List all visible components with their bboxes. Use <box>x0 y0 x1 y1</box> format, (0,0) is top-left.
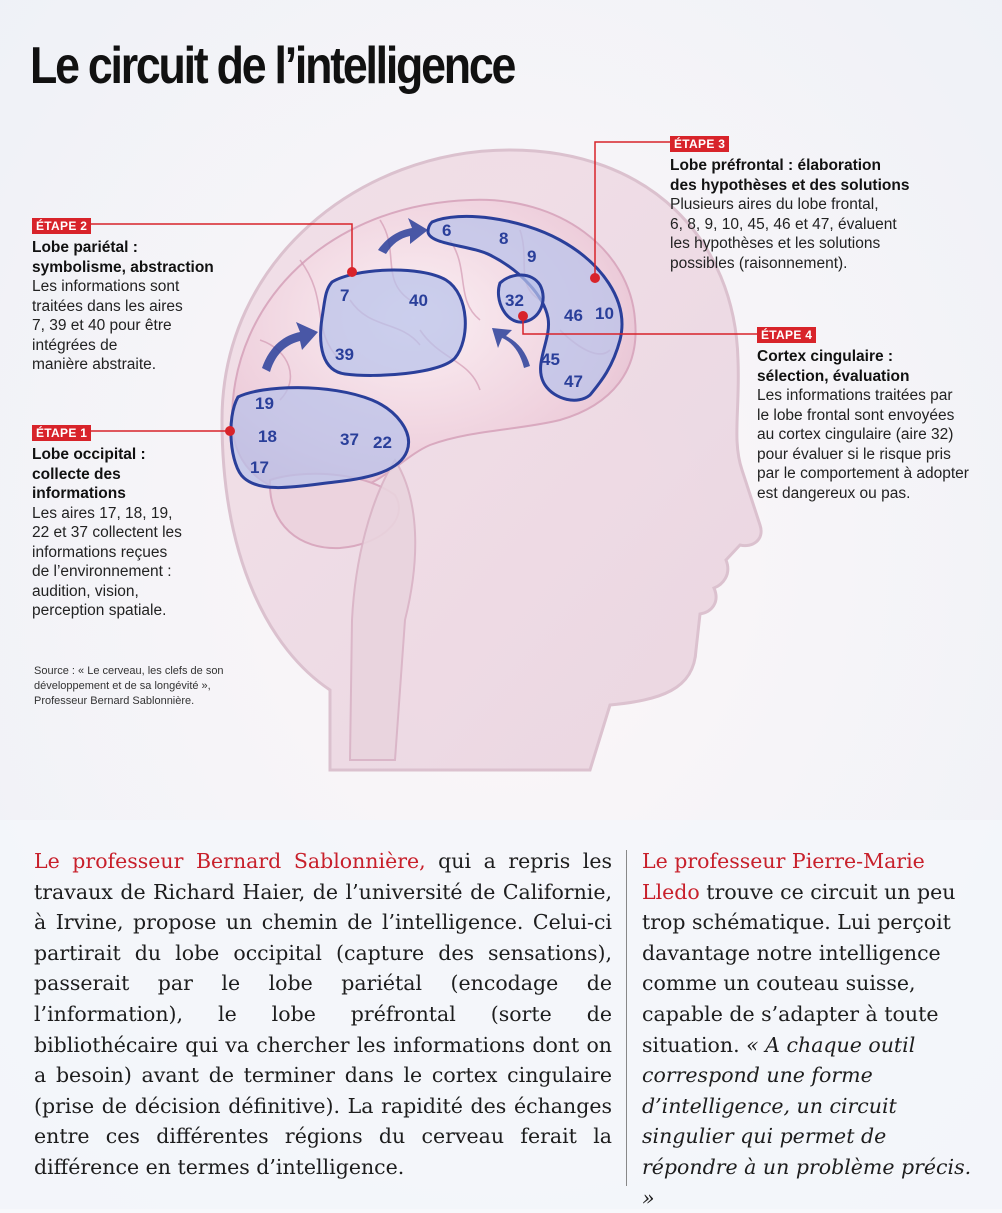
step-heading: sélection, évaluation <box>757 367 910 385</box>
step-text: le lobe frontal sont envoyées <box>757 406 955 424</box>
step-text: Les aires 17, 18, 19, <box>32 504 173 522</box>
area-label: 39 <box>335 345 354 364</box>
article-column-2 <box>642 846 978 1213</box>
article-text: trouve ce circuit un peu trop schématique. Lui perçoit davantage notre intelligence comme un couteau suisse, capable de s’adapter à toute situation. <box>642 879 956 1057</box>
step-text: perception spatiale. <box>32 602 167 619</box>
step-text: au cortex cingulaire (aire 32) <box>757 426 954 443</box>
article-text: qui a repris les travaux de Richard Haier, de l’université de Californie, à Irvine, propose un chemin de l’intelligence. Celui-ci partirait du lobe occipital (capture des sensations), passerait par le lobe pariétal (encodage de l’information), le lobe préfrontal (sorte de bibliothécaire qui va chercher les informations dont on a besoin) avant de terminer dans le cortex cingulaire (prise de décision définitive). La rapidité des échanges entre ces différentes régions du cerveau ferait la différence en termes d’intelligence. <box>34 849 613 1179</box>
page-title: Le circuit de l’intelligence <box>30 37 515 95</box>
step-text: les hypothèses et les solutions <box>670 235 881 252</box>
step-text: possibles (raisonnement). <box>670 254 848 272</box>
step-badge: ÉTAPE 4 <box>757 327 816 343</box>
area-label: 19 <box>255 394 274 413</box>
step-3-callout <box>670 134 970 273</box>
step-text: de l’environnement : <box>32 563 172 580</box>
area-label: 7 <box>340 286 350 305</box>
step-text: audition, vision, <box>32 582 139 600</box>
area-label: 18 <box>258 427 277 446</box>
step-badge: ÉTAPE 1 <box>32 425 91 441</box>
area-label: 10 <box>595 304 614 323</box>
step-text: 22 et 37 collectent les <box>32 524 182 541</box>
area-label: 17 <box>250 458 269 477</box>
step-heading: des hypothèses et des solutions <box>670 176 910 194</box>
area-label: 40 <box>409 291 428 310</box>
step-2-callout <box>32 216 232 375</box>
step-heading: Cortex cingulaire : <box>757 348 894 365</box>
column-divider <box>626 850 627 1186</box>
area-label: 22 <box>373 433 392 452</box>
article-column-1 <box>34 846 612 1183</box>
step-heading: Lobe occipital : <box>32 446 146 463</box>
step-text: Plusieurs aires du lobe frontal, <box>670 196 879 213</box>
step-text: intégrées de <box>32 336 118 354</box>
step-text: Les informations traitées par <box>757 387 953 404</box>
step-4-callout <box>757 325 997 503</box>
area-label: 37 <box>340 430 359 449</box>
step-heading: symbolisme, abstraction <box>32 258 214 276</box>
step-text: 6, 8, 9, 10, 45, 46 et 47, évaluent <box>670 215 897 233</box>
source-line: Professeur Bernard Sablonnière. <box>34 695 195 707</box>
step-heading: informations <box>32 485 126 502</box>
area-label: 46 <box>564 306 583 325</box>
source-note <box>34 664 254 709</box>
author-name: Le professeur Pierre-Marie Lledo <box>642 849 925 904</box>
source-line: développement et de sa longévité », <box>34 680 211 692</box>
step-text: par le comportement à adopter <box>757 465 969 482</box>
step-heading: Lobe préfrontal : élaboration <box>670 157 881 174</box>
area-label: 32 <box>505 291 524 310</box>
area-label: 6 <box>442 221 452 240</box>
step-text: 7, 39 et 40 pour être <box>32 317 172 334</box>
area-label: 45 <box>541 350 560 369</box>
area-label: 8 <box>499 229 509 248</box>
area-label: 9 <box>527 247 537 266</box>
step-heading: Lobe pariétal : <box>32 239 138 256</box>
author-name: Le professeur Bernard Sablonnière, <box>34 849 426 873</box>
step-text: manière abstraite. <box>32 356 157 373</box>
area-label: 47 <box>564 372 583 391</box>
quote-text: « A chaque outil correspond une forme d’intelligence, un circuit singulier qui permet de répondre à un problème précis. » <box>642 1032 972 1210</box>
step-text: pour évaluer si le risque pris <box>757 445 951 463</box>
source-line: Source : « Le cerveau, les clefs de son <box>34 665 224 677</box>
step-1-callout <box>32 423 232 621</box>
step-heading: collecte des <box>32 465 121 483</box>
step-badge: ÉTAPE 3 <box>670 136 729 152</box>
step-text: traitées dans les aires <box>32 297 183 315</box>
step-badge: ÉTAPE 2 <box>32 218 91 234</box>
step-text: est dangereux ou pas. <box>757 484 911 502</box>
step-text: Les informations sont <box>32 278 180 295</box>
step-text: informations reçues <box>32 543 168 561</box>
